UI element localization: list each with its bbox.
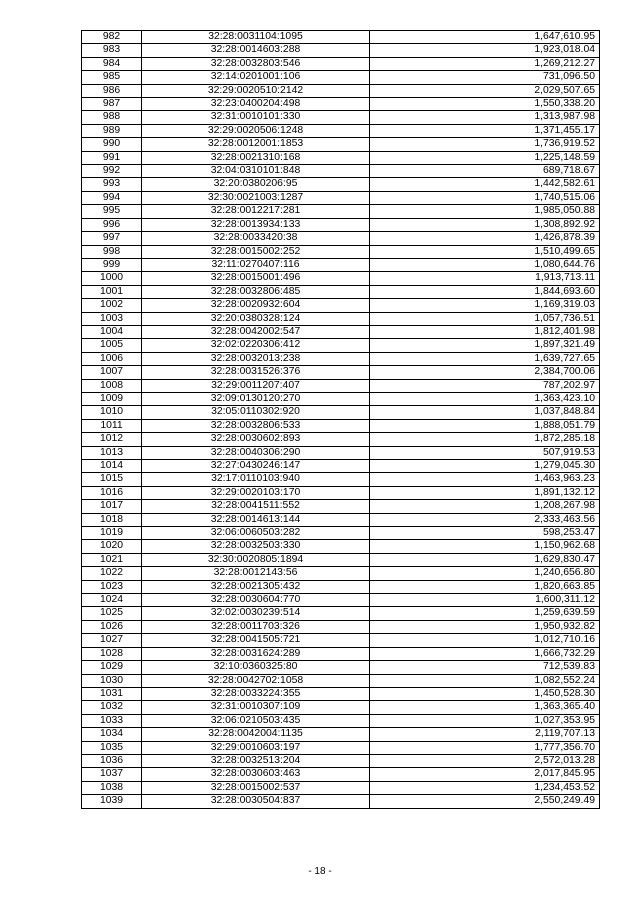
row-number-cell: 999 (82, 258, 142, 271)
row-number-cell: 1010 (82, 406, 142, 419)
table-row (82, 31, 600, 44)
value-cell: 1,027,353.95 (370, 714, 600, 727)
cadastral-number-cell: 32:20:0380328:124 (142, 312, 370, 325)
value-cell: 1,169,319.03 (370, 299, 600, 312)
cadastral-number-cell: 32:28:0041511:552 (142, 500, 370, 513)
row-number-cell: 998 (82, 245, 142, 258)
cadastral-number-cell: 32:09:0130120:270 (142, 392, 370, 405)
row-number-cell: 1023 (82, 580, 142, 593)
value-cell: 1,012,710.16 (370, 634, 600, 647)
value-cell: 2,017,845.95 (370, 768, 600, 781)
row-number-cell: 1016 (82, 486, 142, 499)
row-number-cell: 997 (82, 232, 142, 245)
cadastral-number-cell: 32:28:0012143:56 (142, 567, 370, 580)
cadastral-number-cell: 32:28:0021310:168 (142, 151, 370, 164)
cadastral-number-cell: 32:31:0010101:330 (142, 111, 370, 124)
row-number-cell: 1029 (82, 661, 142, 674)
row-number-cell: 1019 (82, 527, 142, 540)
cadastral-number-cell: 32:06:0060503:282 (142, 527, 370, 540)
row-number-cell: 1022 (82, 567, 142, 580)
value-cell: 1,450,528.30 (370, 687, 600, 700)
table-row (82, 366, 600, 379)
cadastral-number-cell: 32:17:0110103:940 (142, 473, 370, 486)
row-number-cell: 1008 (82, 379, 142, 392)
table-row (82, 218, 600, 231)
value-cell: 507,919.53 (370, 446, 600, 459)
cadastral-number-cell: 32:28:0013934:133 (142, 218, 370, 231)
table-row (82, 325, 600, 338)
row-number-cell: 1012 (82, 433, 142, 446)
table-row (82, 191, 600, 204)
value-cell: 1,363,365.40 (370, 701, 600, 714)
cadastral-number-cell: 32:28:0032503:330 (142, 540, 370, 553)
cadastral-number-cell: 32:23:0400204:498 (142, 98, 370, 111)
row-number-cell: 990 (82, 138, 142, 151)
value-cell: 787,202.97 (370, 379, 600, 392)
table-row (82, 406, 600, 419)
row-number-cell: 1002 (82, 299, 142, 312)
cadastral-number-cell: 32:28:0011703:326 (142, 620, 370, 633)
table-row (82, 339, 600, 352)
cadastral-number-cell: 32:02:0220306:412 (142, 339, 370, 352)
row-number-cell: 985 (82, 71, 142, 84)
cadastral-value-table (81, 30, 600, 809)
value-cell: 1,639,727.65 (370, 352, 600, 365)
row-number-cell: 1031 (82, 687, 142, 700)
table-row (82, 446, 600, 459)
row-number-cell: 1004 (82, 325, 142, 338)
value-cell: 2,572,013.28 (370, 754, 600, 767)
value-cell: 1,629,830.47 (370, 553, 600, 566)
cadastral-number-cell: 32:20:0380206:95 (142, 178, 370, 191)
value-cell: 1,550,338.20 (370, 98, 600, 111)
value-cell: 1,600,311.12 (370, 594, 600, 607)
cadastral-number-cell: 32:28:0014603:288 (142, 44, 370, 57)
value-cell: 1,269,212.27 (370, 57, 600, 70)
page-number: - 18 - (308, 866, 332, 877)
value-cell: 2,029,507.65 (370, 84, 600, 97)
row-number-cell: 982 (82, 31, 142, 44)
cadastral-number-cell: 32:29:0020506:1248 (142, 124, 370, 137)
cadastral-number-cell: 32:28:0032806:485 (142, 285, 370, 298)
table-row (82, 647, 600, 660)
value-cell: 1,777,356.70 (370, 741, 600, 754)
cadastral-number-cell: 32:28:0040306:290 (142, 446, 370, 459)
table-row (82, 460, 600, 473)
table-row (82, 728, 600, 741)
value-cell: 1,225,148.59 (370, 151, 600, 164)
value-cell: 1,208,267.98 (370, 500, 600, 513)
row-number-cell: 1024 (82, 594, 142, 607)
row-number-cell: 1003 (82, 312, 142, 325)
value-cell: 1,736,919.52 (370, 138, 600, 151)
cadastral-number-cell: 32:29:0011207:407 (142, 379, 370, 392)
value-cell: 1,891,132.12 (370, 486, 600, 499)
table-row (82, 527, 600, 540)
row-number-cell: 1001 (82, 285, 142, 298)
value-cell: 731,096.50 (370, 71, 600, 84)
table-row (82, 232, 600, 245)
row-number-cell: 1014 (82, 460, 142, 473)
row-number-cell: 1035 (82, 741, 142, 754)
table-row (82, 138, 600, 151)
value-cell: 1,950,932.82 (370, 620, 600, 633)
value-cell: 2,384,700.06 (370, 366, 600, 379)
value-cell: 598,253.47 (370, 527, 600, 540)
cadastral-number-cell: 32:28:0032803:546 (142, 57, 370, 70)
value-cell: 1,812,401.98 (370, 325, 600, 338)
cadastral-number-cell: 32:06:0210503:435 (142, 714, 370, 727)
table-row (82, 379, 600, 392)
row-number-cell: 1026 (82, 620, 142, 633)
row-number-cell: 1006 (82, 352, 142, 365)
cadastral-number-cell: 32:27:0430246:147 (142, 460, 370, 473)
table-row (82, 165, 600, 178)
value-cell: 2,333,463.56 (370, 513, 600, 526)
value-cell: 1,442,582.61 (370, 178, 600, 191)
cadastral-number-cell: 32:28:0015002:252 (142, 245, 370, 258)
table-row (82, 245, 600, 258)
cadastral-number-cell: 32:02:0030239:514 (142, 607, 370, 620)
table-row (82, 620, 600, 633)
row-number-cell: 991 (82, 151, 142, 164)
table-row (82, 151, 600, 164)
table-row (82, 607, 600, 620)
table-row (82, 312, 600, 325)
row-number-cell: 1036 (82, 754, 142, 767)
row-number-cell: 1037 (82, 768, 142, 781)
table-row (82, 124, 600, 137)
table-row (82, 352, 600, 365)
table-row (82, 44, 600, 57)
table-row (82, 419, 600, 432)
cadastral-number-cell: 32:28:0015001:496 (142, 272, 370, 285)
row-number-cell: 1032 (82, 701, 142, 714)
value-cell: 1,037,848.84 (370, 406, 600, 419)
row-number-cell: 1039 (82, 795, 142, 808)
value-cell: 1,057,736.51 (370, 312, 600, 325)
table-row (82, 178, 600, 191)
table-row (82, 781, 600, 794)
value-cell: 1,740,515.06 (370, 191, 600, 204)
cadastral-number-cell: 32:28:0031104:1095 (142, 31, 370, 44)
value-cell: 1,371,455.17 (370, 124, 600, 137)
row-number-cell: 994 (82, 191, 142, 204)
table-row (82, 580, 600, 593)
value-cell: 1,913,713.11 (370, 272, 600, 285)
row-number-cell: 984 (82, 57, 142, 70)
cadastral-number-cell: 32:30:0020805:1894 (142, 553, 370, 566)
value-cell: 1,279,045.30 (370, 460, 600, 473)
value-cell: 2,550,249.49 (370, 795, 600, 808)
row-number-cell: 1028 (82, 647, 142, 660)
table-row (82, 754, 600, 767)
table-row (82, 71, 600, 84)
row-number-cell: 1000 (82, 272, 142, 285)
row-number-cell: 1018 (82, 513, 142, 526)
row-number-cell: 1009 (82, 392, 142, 405)
cadastral-number-cell: 32:28:0015002:537 (142, 781, 370, 794)
value-cell: 1,647,610.95 (370, 31, 600, 44)
table-row (82, 634, 600, 647)
row-number-cell: 1017 (82, 500, 142, 513)
row-number-cell: 996 (82, 218, 142, 231)
cadastral-number-cell: 32:28:0032013:238 (142, 352, 370, 365)
value-cell: 1,150,962.68 (370, 540, 600, 553)
table-row (82, 205, 600, 218)
cadastral-number-cell: 32:31:0010307:109 (142, 701, 370, 714)
value-cell: 1,082,552.24 (370, 674, 600, 687)
cadastral-number-cell: 32:28:0030602:893 (142, 433, 370, 446)
row-number-cell: 986 (82, 84, 142, 97)
value-cell: 689,718.67 (370, 165, 600, 178)
row-number-cell: 987 (82, 98, 142, 111)
value-cell: 1,923,018.04 (370, 44, 600, 57)
table-row (82, 513, 600, 526)
table-row (82, 57, 600, 70)
cadastral-number-cell: 32:28:0033420:38 (142, 232, 370, 245)
table-row (82, 84, 600, 97)
row-number-cell: 988 (82, 111, 142, 124)
table-row (82, 714, 600, 727)
cadastral-number-cell: 32:28:0014613:144 (142, 513, 370, 526)
row-number-cell: 995 (82, 205, 142, 218)
table-row (82, 392, 600, 405)
row-number-cell: 1034 (82, 728, 142, 741)
cadastral-number-cell: 32:28:0020932:604 (142, 299, 370, 312)
cadastral-number-cell: 32:28:0030603:463 (142, 768, 370, 781)
value-cell: 1,240,656.80 (370, 567, 600, 580)
value-cell: 1,897,321.49 (370, 339, 600, 352)
value-cell: 1,080,644.76 (370, 258, 600, 271)
cadastral-number-cell: 32:28:0021305:432 (142, 580, 370, 593)
table-row (82, 98, 600, 111)
table-row (82, 701, 600, 714)
cadastral-number-cell: 32:28:0031624:289 (142, 647, 370, 660)
cadastral-number-cell: 32:14:0201001:106 (142, 71, 370, 84)
row-number-cell: 1038 (82, 781, 142, 794)
value-cell: 712,539.83 (370, 661, 600, 674)
row-number-cell: 1025 (82, 607, 142, 620)
table-row (82, 795, 600, 808)
table-row (82, 540, 600, 553)
cadastral-number-cell: 32:29:0010603:197 (142, 741, 370, 754)
table-row (82, 553, 600, 566)
table-row (82, 299, 600, 312)
value-cell: 1,820,663.85 (370, 580, 600, 593)
row-number-cell: 993 (82, 178, 142, 191)
cadastral-number-cell: 32:11:0270407:116 (142, 258, 370, 271)
cadastral-number-cell: 32:10:0360325:80 (142, 661, 370, 674)
table-row (82, 661, 600, 674)
row-number-cell: 1021 (82, 553, 142, 566)
cadastral-number-cell: 32:05:0110302:920 (142, 406, 370, 419)
row-number-cell: 1005 (82, 339, 142, 352)
cadastral-number-cell: 32:04:0310101:848 (142, 165, 370, 178)
value-cell: 2,119,707.13 (370, 728, 600, 741)
value-cell: 1,844,693.60 (370, 285, 600, 298)
cadastral-number-cell: 32:29:0020510:2142 (142, 84, 370, 97)
cadastral-number-cell: 32:28:0032806:533 (142, 419, 370, 432)
value-cell: 1,888,051.79 (370, 419, 600, 432)
value-cell: 1,308,892.92 (370, 218, 600, 231)
cadastral-number-cell: 32:28:0030604:770 (142, 594, 370, 607)
cadastral-number-cell: 32:28:0042002:547 (142, 325, 370, 338)
cadastral-number-cell: 32:28:0031526:376 (142, 366, 370, 379)
row-number-cell: 1027 (82, 634, 142, 647)
row-number-cell: 1033 (82, 714, 142, 727)
table-row (82, 567, 600, 580)
table-row (82, 258, 600, 271)
table-row (82, 594, 600, 607)
value-cell: 1,463,963.23 (370, 473, 600, 486)
cadastral-number-cell: 32:28:0042004:1135 (142, 728, 370, 741)
table-row (82, 473, 600, 486)
row-number-cell: 992 (82, 165, 142, 178)
row-number-cell: 1030 (82, 674, 142, 687)
table-row (82, 741, 600, 754)
cadastral-number-cell: 32:28:0033224:355 (142, 687, 370, 700)
cadastral-number-cell: 32:28:0042702:1058 (142, 674, 370, 687)
table-row (82, 272, 600, 285)
cadastral-number-cell: 32:30:0021003:1287 (142, 191, 370, 204)
cadastral-number-cell: 32:28:0032513:204 (142, 754, 370, 767)
cadastral-number-cell: 32:28:0030504:837 (142, 795, 370, 808)
table-row (82, 500, 600, 513)
cadastral-number-cell: 32:28:0012001:1853 (142, 138, 370, 151)
row-number-cell: 1013 (82, 446, 142, 459)
row-number-cell: 1007 (82, 366, 142, 379)
value-cell: 1,259,639.59 (370, 607, 600, 620)
table-row (82, 768, 600, 781)
value-cell: 1,313,987.98 (370, 111, 600, 124)
row-number-cell: 1020 (82, 540, 142, 553)
value-cell: 1,985,050.88 (370, 205, 600, 218)
cadastral-number-cell: 32:28:0041505:721 (142, 634, 370, 647)
value-cell: 1,426,878.39 (370, 232, 600, 245)
value-cell: 1,234,453.52 (370, 781, 600, 794)
cadastral-number-cell: 32:28:0012217:281 (142, 205, 370, 218)
value-cell: 1,510,499.65 (370, 245, 600, 258)
value-cell: 1,872,285.18 (370, 433, 600, 446)
value-cell: 1,666,732.29 (370, 647, 600, 660)
table-row (82, 674, 600, 687)
table-row (82, 285, 600, 298)
table-row (82, 687, 600, 700)
row-number-cell: 983 (82, 44, 142, 57)
value-cell: 1,363,423.10 (370, 392, 600, 405)
cadastral-number-cell: 32:29:0020103:170 (142, 486, 370, 499)
table-row (82, 486, 600, 499)
row-number-cell: 1015 (82, 473, 142, 486)
row-number-cell: 1011 (82, 419, 142, 432)
table-row (82, 433, 600, 446)
table-body (82, 31, 600, 809)
table-row (82, 111, 600, 124)
row-number-cell: 989 (82, 124, 142, 137)
